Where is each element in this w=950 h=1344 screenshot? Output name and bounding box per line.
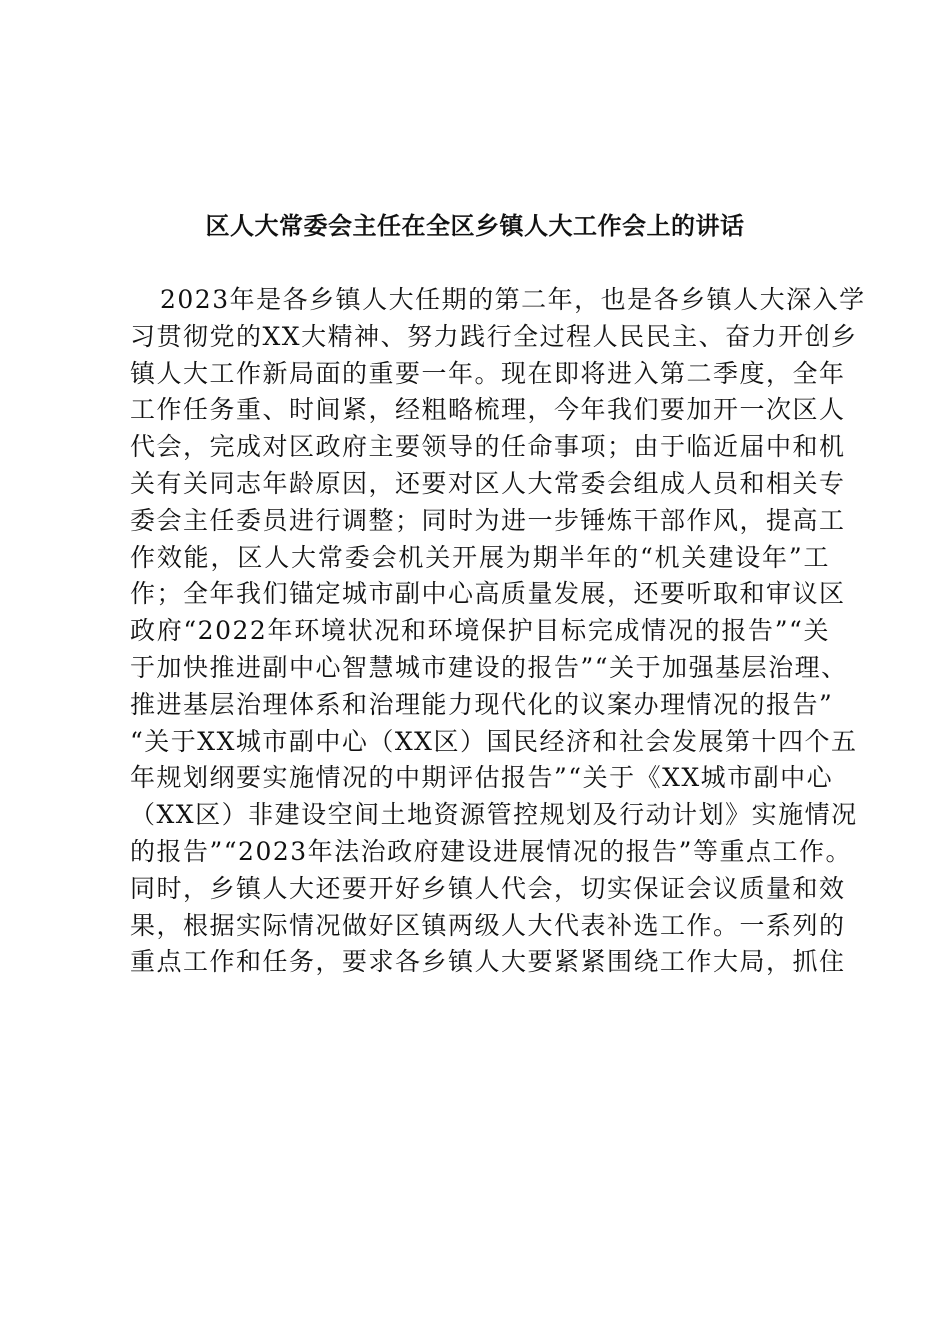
paragraph-line: 镇人大工作新局面的重要一年。现在即将进入第二季度，全年: [130, 358, 846, 388]
paragraph-line: 习贯彻党的XX大精神、努力践行全过程人民民主、奋力开创乡: [130, 321, 858, 351]
paragraph-line: 委会主任委员进行调整；同时为进一步锤炼干部作风，提高工: [130, 505, 846, 535]
paragraph-line: 重点工作和任务，要求各乡镇人大要紧紧围绕工作大局，抓住: [130, 947, 846, 977]
paragraph-line: 关有关同志年龄原因，还要对区人大常委会组成人员和相关专: [130, 468, 846, 498]
paragraph-line: 推进基层治理体系和治理能力现代化的议案办理情况的报告”: [130, 689, 834, 719]
paragraph-line: 年规划纲要实施情况的中期评估报告”“关于《XX城市副中心: [130, 763, 834, 793]
document-title: 区人大常委会主任在全区乡镇人大工作会上的讲话: [205, 211, 745, 240]
paragraph-line: 作效能，区人大常委会机关开展为期半年的“机关建设年”工: [130, 542, 830, 572]
paragraph-line: 代会，完成对区政府主要领导的任命事项；由于临近届中和机: [130, 432, 846, 462]
paragraph-line: 的报告”“2023年法治政府建设进展情况的报告”等重点工作。: [130, 836, 852, 866]
paragraph-line: “关于XX城市副中心（XX区）国民经济和社会发展第十四个五: [130, 726, 858, 756]
paragraph-line: 于加快推进副中心智慧城市建设的报告”“关于加强基层治理、: [130, 652, 848, 682]
paragraph-line: 工作任务重、时间紧，经粗略梳理，今年我们要加开一次区人: [130, 395, 846, 425]
paragraph-line: 作；全年我们锚定城市副中心高质量发展，还要听取和审议区: [130, 579, 846, 609]
paragraph-line: （XX区）非建设空间土地资源管控规划及行动计划》实施情况: [130, 800, 858, 830]
body-paragraph: [130, 282, 866, 981]
paragraph-line: 果，根据实际情况做好区镇两级人大代表补选工作。一系列的: [130, 910, 846, 940]
paragraph-line: 同时，乡镇人大还要开好乡镇人代会，切实保证会议质量和效: [130, 873, 846, 903]
paragraph-line: 2023年是各乡镇人大任期的第二年，也是各乡镇人大深入学: [160, 285, 866, 314]
paragraph-line: 政府“2022年环境状况和环境保护目标完成情况的报告”“关: [130, 616, 830, 646]
